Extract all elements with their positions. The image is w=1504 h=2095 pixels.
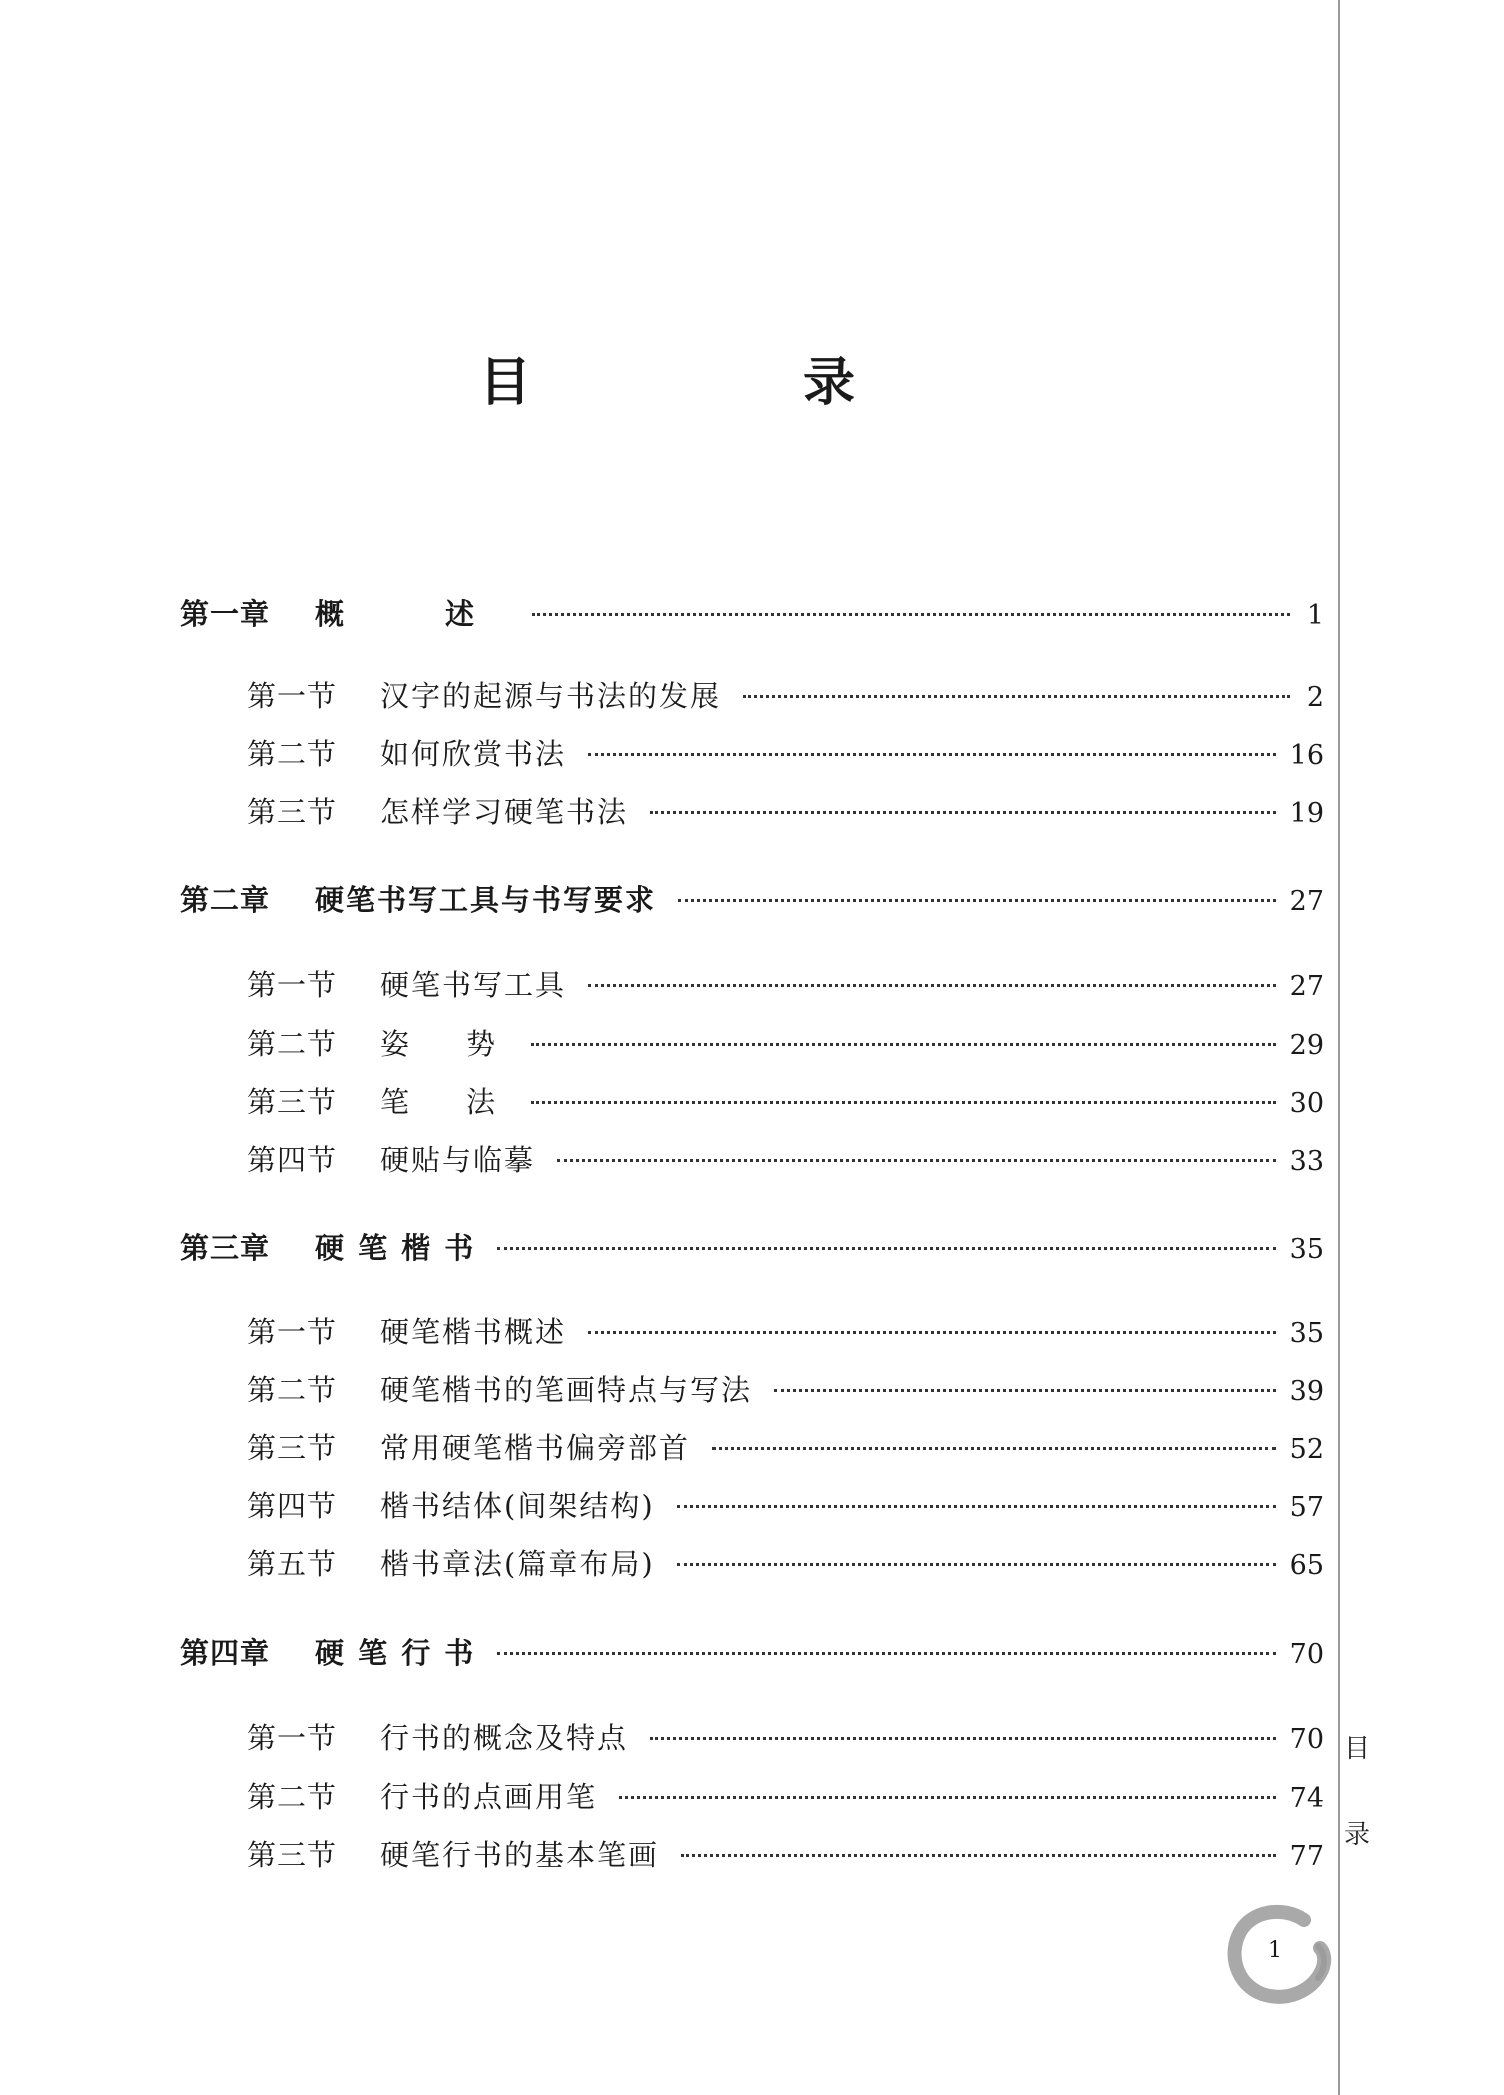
toc-section-title: 硬贴与临摹 bbox=[380, 1143, 536, 1177]
toc-page-number: 33 bbox=[1289, 1146, 1324, 1177]
toc-entry-section[interactable] bbox=[247, 1835, 1324, 1877]
toc-page-number: 52 bbox=[1289, 1434, 1324, 1465]
toc-page-number: 65 bbox=[1289, 1550, 1324, 1581]
toc-section-number: 第四节 bbox=[247, 1489, 338, 1523]
toc-entry-section[interactable] bbox=[247, 1777, 1324, 1819]
toc-page-number: 77 bbox=[1289, 1841, 1324, 1872]
toc-section-title: 硬笔楷书概述 bbox=[380, 1315, 567, 1349]
toc-chapter-number: 第四章 bbox=[180, 1636, 271, 1670]
dot-leader bbox=[497, 1652, 1275, 1655]
toc-entry-section[interactable] bbox=[247, 1486, 1324, 1528]
toc-section-title: 怎样学习硬笔书法 bbox=[380, 795, 629, 829]
dot-leader bbox=[712, 1447, 1276, 1450]
toc-section-title: 行书的点画用笔 bbox=[380, 1780, 598, 1814]
toc-entry-section[interactable] bbox=[247, 1544, 1324, 1586]
toc-section-number: 第四节 bbox=[247, 1143, 338, 1177]
toc-entry-section[interactable] bbox=[247, 1024, 1324, 1066]
toc-section-title: 笔 法 bbox=[380, 1085, 510, 1119]
toc-entry-section[interactable] bbox=[247, 676, 1324, 718]
toc-section-title: 行书的概念及特点 bbox=[380, 1721, 629, 1755]
toc-chapter-title: 概 述 bbox=[315, 597, 511, 631]
toc-section-title: 硬笔书写工具 bbox=[380, 968, 567, 1002]
toc-page-number: 30 bbox=[1289, 1088, 1324, 1119]
dot-leader bbox=[678, 899, 1276, 902]
toc-section-number: 第一节 bbox=[247, 1721, 338, 1755]
toc-section-title: 楷书结体(间架结构) bbox=[380, 1489, 655, 1523]
toc-chapter-title: 硬 笔 行 书 bbox=[315, 1636, 476, 1670]
toc-chapter-title: 硬 笔 楷 书 bbox=[315, 1231, 476, 1265]
toc-chapter-number: 第三章 bbox=[180, 1231, 271, 1265]
dot-leader bbox=[588, 984, 1276, 987]
dot-leader bbox=[588, 1331, 1276, 1334]
toc-page-number: 74 bbox=[1289, 1783, 1324, 1814]
toc-page-number: 29 bbox=[1289, 1030, 1324, 1061]
dot-leader bbox=[743, 695, 1290, 698]
dot-leader bbox=[681, 1854, 1276, 1857]
toc-entry-section[interactable] bbox=[247, 1370, 1324, 1412]
side-tab-top: 目 bbox=[1344, 1734, 1371, 1764]
toc-section-number: 第二节 bbox=[247, 1780, 338, 1814]
side-tab-bottom: 录 bbox=[1344, 1820, 1371, 1850]
toc-page-number: 35 bbox=[1289, 1234, 1324, 1265]
dot-leader bbox=[557, 1159, 1276, 1162]
toc-page-number: 70 bbox=[1289, 1724, 1324, 1755]
toc-entry-section[interactable] bbox=[247, 965, 1324, 1007]
toc-section-number: 第二节 bbox=[247, 737, 338, 771]
toc-page-number: 1 bbox=[1306, 600, 1324, 631]
toc-section-number: 第一节 bbox=[247, 679, 338, 713]
toc-section-title: 汉字的起源与书法的发展 bbox=[380, 679, 722, 713]
toc-entry-section[interactable] bbox=[247, 1312, 1324, 1354]
toc-entry-section[interactable] bbox=[247, 792, 1324, 834]
toc-section-title: 姿 势 bbox=[380, 1027, 510, 1061]
toc-page-number: 19 bbox=[1289, 798, 1324, 829]
dot-leader bbox=[588, 753, 1276, 756]
toc-entry-chapter-2[interactable] bbox=[180, 880, 1324, 922]
page-title: 目 录 bbox=[478, 353, 965, 413]
toc-section-number: 第五节 bbox=[247, 1547, 338, 1581]
margin-rule bbox=[1338, 0, 1340, 2095]
toc-page-number: 2 bbox=[1306, 682, 1324, 713]
dot-leader bbox=[650, 1737, 1276, 1740]
toc-page-number: 35 bbox=[1289, 1318, 1324, 1349]
toc-entry-chapter-3[interactable] bbox=[180, 1228, 1324, 1270]
toc-chapter-title: 硬笔书写工具与书写要求 bbox=[315, 883, 657, 917]
toc-page-number: 16 bbox=[1289, 740, 1324, 771]
dot-leader bbox=[677, 1505, 1276, 1508]
toc-section-number: 第三节 bbox=[247, 1431, 338, 1465]
toc-entry-section[interactable] bbox=[247, 1082, 1324, 1124]
toc-entry-chapter-1[interactable] bbox=[180, 594, 1324, 636]
toc-entry-section[interactable] bbox=[247, 1140, 1324, 1182]
toc-chapter-number: 第一章 bbox=[180, 597, 271, 631]
dot-leader bbox=[531, 1101, 1276, 1104]
toc-section-number: 第三节 bbox=[247, 1838, 338, 1872]
dot-leader bbox=[774, 1389, 1276, 1392]
toc-chapter-number: 第二章 bbox=[180, 883, 271, 917]
page-number: 1 bbox=[1268, 1938, 1282, 1963]
toc-entry-section[interactable] bbox=[247, 1718, 1324, 1760]
toc-section-number: 第二节 bbox=[247, 1027, 338, 1061]
toc-page-number: 27 bbox=[1289, 971, 1324, 1002]
dot-leader bbox=[531, 1043, 1276, 1046]
toc-page-number: 57 bbox=[1289, 1492, 1324, 1523]
toc-page-number: 70 bbox=[1289, 1639, 1324, 1670]
toc-section-number: 第二节 bbox=[247, 1373, 338, 1407]
toc-page-number: 27 bbox=[1289, 886, 1324, 917]
toc-section-title: 硬笔楷书的笔画特点与写法 bbox=[380, 1373, 753, 1407]
toc-entry-section[interactable] bbox=[247, 734, 1324, 776]
toc-entry-chapter-4[interactable] bbox=[180, 1633, 1324, 1675]
toc-section-number: 第一节 bbox=[247, 968, 338, 1002]
toc-section-number: 第三节 bbox=[247, 795, 338, 829]
toc-section-title: 常用硬笔楷书偏旁部首 bbox=[380, 1431, 691, 1465]
dot-leader bbox=[619, 1796, 1276, 1799]
toc-page-number: 39 bbox=[1289, 1376, 1324, 1407]
toc-section-title: 硬笔行书的基本笔画 bbox=[380, 1838, 660, 1872]
toc-section-title: 楷书章法(篇章布局) bbox=[380, 1547, 655, 1581]
dot-leader bbox=[497, 1247, 1275, 1250]
toc-entry-section[interactable] bbox=[247, 1428, 1324, 1470]
toc-section-title: 如何欣赏书法 bbox=[380, 737, 567, 771]
toc-section-number: 第一节 bbox=[247, 1315, 338, 1349]
dot-leader bbox=[677, 1563, 1276, 1566]
dot-leader bbox=[650, 811, 1276, 814]
toc-section-number: 第三节 bbox=[247, 1085, 338, 1119]
dot-leader bbox=[532, 613, 1290, 616]
